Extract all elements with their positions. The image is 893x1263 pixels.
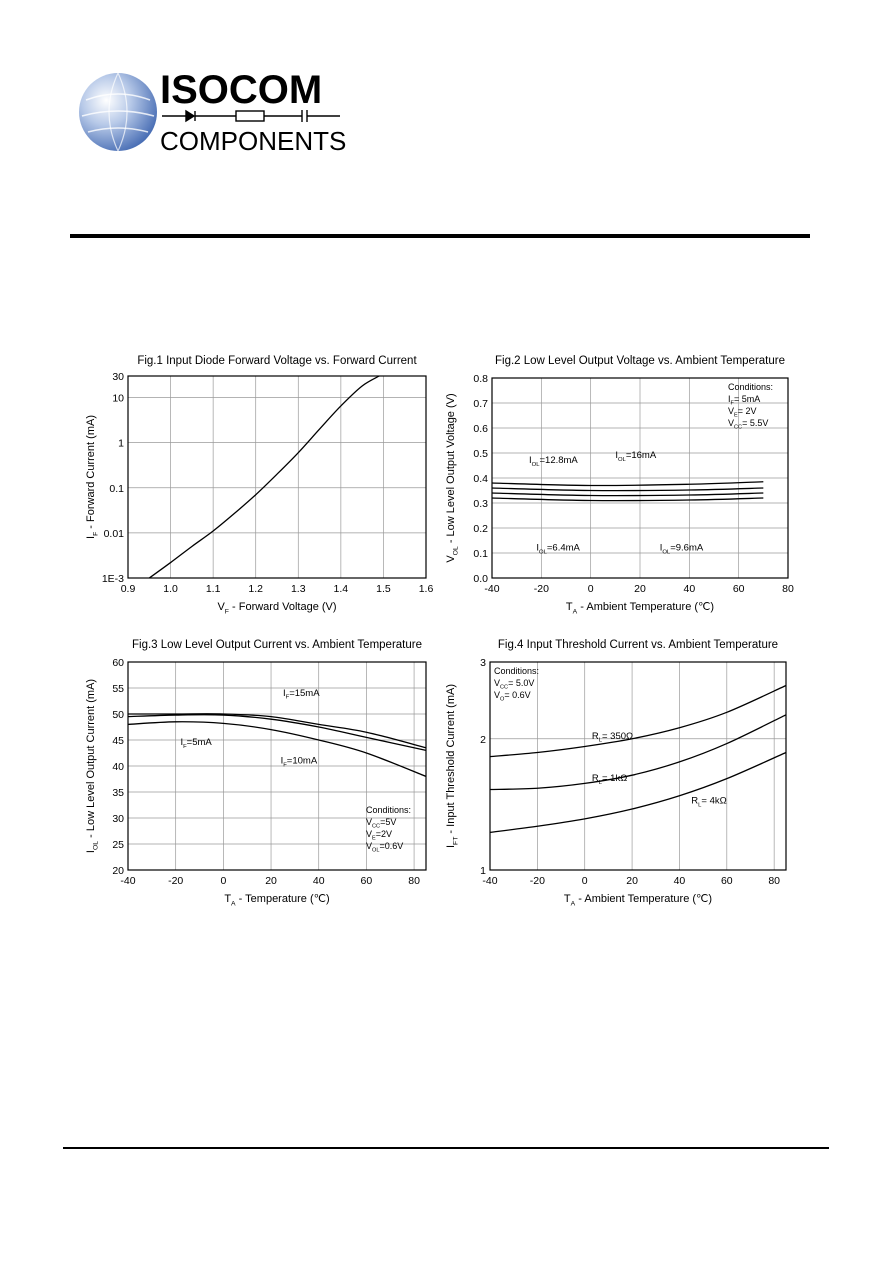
fig2-series-label: $I_{OL}=16mA$ (615, 450, 657, 463)
fig1-title: Fig.1 Input Diode Forward Voltage vs. Forward Current (137, 355, 417, 367)
fig2-x-tick-label: 60 (732, 583, 745, 595)
fig4-plot-frame (490, 662, 786, 870)
fig1-series-line (149, 376, 379, 578)
figure-4 (440, 632, 805, 912)
isocom-logo (78, 70, 348, 156)
fig2-conditions-text: $V_E= 2V$ (728, 406, 757, 419)
fig2-series-label: $I_{OL}=9.6mA$ (659, 542, 704, 556)
fig4-x-tick-label: 40 (673, 875, 686, 887)
fig2-series-line (492, 482, 763, 486)
fig2-conditions-text: Conditions: (728, 382, 774, 392)
fig4-y-tick-label: 3 (480, 657, 486, 669)
fig2-x-tick-label: -40 (484, 583, 500, 595)
fig2-y-tick-label: 0.1 (473, 548, 488, 560)
fig2-y-tick-label: 0.4 (473, 473, 488, 485)
fig3-x-tick-label: 0 (220, 875, 227, 887)
fig2-y-tick-label: 0.7 (473, 398, 488, 410)
fig3-x-tick-label: -40 (120, 875, 136, 887)
fig1-x-tick-label: 1.3 (290, 583, 306, 595)
fig2-series-line (492, 488, 763, 491)
fig1-y-tick-label: 0.01 (103, 527, 124, 540)
fig2-chart (440, 348, 805, 623)
fig1-y-tick-label: 30 (112, 371, 124, 383)
fig1-y-tick-label: 1 (118, 437, 124, 450)
fig3-series-line (128, 715, 426, 751)
fig3-series-label: $I_F=15mA$ (282, 687, 320, 701)
fig3-x-tick-label: 20 (265, 875, 277, 887)
fig3-series-label: $I_F=5mA$ (180, 737, 212, 751)
fig3-y-tick-label: 25 (112, 839, 124, 851)
fig1-x-tick-label: 1.2 (248, 583, 264, 595)
fig3-y-axis-label: $I_{OL}$ - Low Level Output Current (mA) (85, 678, 100, 854)
brand-sub: COMPONENTS (160, 126, 347, 156)
fig2-y-tick-label: 0.3 (473, 498, 488, 510)
fig3-y-tick-label: 45 (112, 735, 124, 747)
fig4-y-axis-label: $I_{FT}$ - Input Threshold Current (mA) (445, 683, 460, 849)
fig4-x-tick-label: 60 (720, 875, 733, 887)
fig3-x-tick-label: 60 (360, 875, 373, 887)
fig4-y-tick-label: 1 (480, 865, 486, 877)
fig1-y-tick-label: 0.1 (109, 482, 124, 495)
fig4-x-tick-label: 80 (768, 875, 781, 887)
fig2-x-tick-label: 0 (587, 583, 594, 595)
fig3-conditions-text: $V_E=2V$ (366, 828, 393, 842)
fig2-y-tick-label: 0.6 (473, 423, 488, 435)
fig3-series-line (128, 722, 426, 777)
fig4-title: Fig.4 Input Threshold Current vs. Ambient Temperature (497, 639, 779, 651)
figure-3 (80, 632, 440, 912)
fig4-y-tick-label: 2 (480, 733, 486, 746)
fig2-x-tick-label: 80 (782, 583, 794, 595)
figure-1 (80, 348, 440, 623)
fig4-x-tick-label: -40 (482, 875, 498, 887)
fig3-y-tick-label: 50 (112, 709, 124, 721)
fig4-conditions-text: Conditions: (494, 666, 540, 676)
fig2-series-line (492, 493, 763, 496)
fig2-y-axis-label: $V_{OL}$ - Low Level Output Voltage (V) (445, 393, 460, 563)
fig1-x-axis-label: $V_F$ - Forward Voltage (V) (217, 601, 337, 616)
fig1-plot-frame (128, 376, 426, 578)
fig1-x-tick-label: 1.0 (163, 583, 178, 595)
fig2-y-tick-label: 0.5 (473, 448, 488, 460)
fig4-series-label: $R_L= 1k\Omega$ (591, 773, 628, 786)
fig3-y-tick-label: 35 (112, 787, 124, 799)
fig2-x-tick-label: 40 (683, 583, 696, 595)
fig4-grid (490, 662, 786, 870)
fig2-title: Fig.2 Low Level Output Voltage vs. Ambient Temperature (494, 355, 786, 367)
fig4-x-tick-label: 0 (581, 875, 588, 887)
fig1-y-axis-label: $I_F$ - Forward Current (mA) (85, 415, 100, 539)
fig3-y-tick-label: 40 (112, 761, 124, 773)
fig1-grid (128, 376, 426, 578)
fig4-x-axis-label: $T_A$ - Ambient Temperature (℃) (563, 893, 713, 908)
fig3-conditions-text: $V_{CC}=5V$ (366, 816, 397, 830)
fig3-y-tick-label: 20 (112, 865, 124, 877)
fig1-x-tick-label: 1.4 (333, 583, 349, 595)
fig3-conditions-text: Conditions: (366, 804, 412, 815)
fig2-x-tick-label: 20 (634, 583, 646, 595)
header-rule (70, 234, 810, 238)
brand-name: ISOCOM (160, 70, 323, 112)
fig1-x-tick-label: 0.9 (120, 583, 136, 595)
fig2-y-tick-label: 0.8 (473, 373, 488, 385)
footer-rule (63, 1147, 829, 1149)
fig2-conditions-text: $V_{CC}= 5.5V$ (728, 418, 769, 431)
fig3-series-label: $I_F=10mA$ (280, 755, 318, 769)
fig3-title: Fig.3 Low Level Output Current vs. Ambient Temperature (132, 639, 422, 651)
fig2-y-tick-label: 0.2 (473, 523, 488, 535)
fig4-series-label: $R_L= 4k\Omega$ (691, 795, 727, 809)
fig4-series-line (490, 685, 786, 756)
fig3-y-tick-label: 30 (112, 813, 124, 825)
fig3-x-axis-label: $T_A$ - Temperature (℃) (224, 893, 330, 908)
fig2-series-label: $I_{OL}=6.4mA$ (536, 542, 580, 556)
fig2-series-line (492, 498, 763, 501)
fig2-conditions-text: $I_F= 5mA$ (728, 394, 761, 407)
fig4-series-line (490, 715, 786, 790)
figure-2 (440, 348, 805, 623)
globe-icon (79, 73, 157, 151)
fig1-x-tick-label: 1.6 (418, 583, 434, 595)
fig4-chart (440, 632, 805, 912)
fig1-chart (80, 348, 440, 623)
fig1-x-tick-label: 1.1 (205, 583, 221, 595)
fig4-series-label: $R_L= 350\Omega$ (591, 730, 634, 744)
fig1-y-tick-label: 10 (112, 392, 124, 405)
fig1-x-tick-label: 1.5 (376, 583, 391, 595)
fig2-x-axis-label: $T_A$ - Ambient Temperature (℃) (565, 601, 715, 616)
fig3-chart (80, 632, 440, 912)
fig3-x-tick-label: 80 (408, 875, 420, 887)
fig4-conditions-text: $V_O= 0.6V$ (494, 690, 531, 703)
fig1-y-tick-label: 1E-3 (101, 573, 124, 585)
fig4-x-tick-label: 20 (626, 875, 638, 887)
fig4-series-line (490, 753, 786, 833)
fig4-x-tick-label: -20 (529, 875, 545, 887)
fig2-series-label: $I_{OL}=12.8mA$ (529, 455, 578, 468)
fig3-x-tick-label: 40 (312, 875, 325, 887)
fig4-conditions-text: $V_{CC}= 5.0V$ (494, 678, 535, 691)
fig2-y-tick-label: 0.0 (473, 573, 488, 585)
fig3-x-tick-label: -20 (168, 875, 184, 887)
fig3-y-tick-label: 55 (112, 683, 124, 695)
fig3-y-tick-label: 60 (112, 657, 124, 669)
fig2-x-tick-label: -20 (533, 583, 549, 595)
fig3-conditions-text: $V_{OL}=0.6V$ (366, 840, 404, 854)
